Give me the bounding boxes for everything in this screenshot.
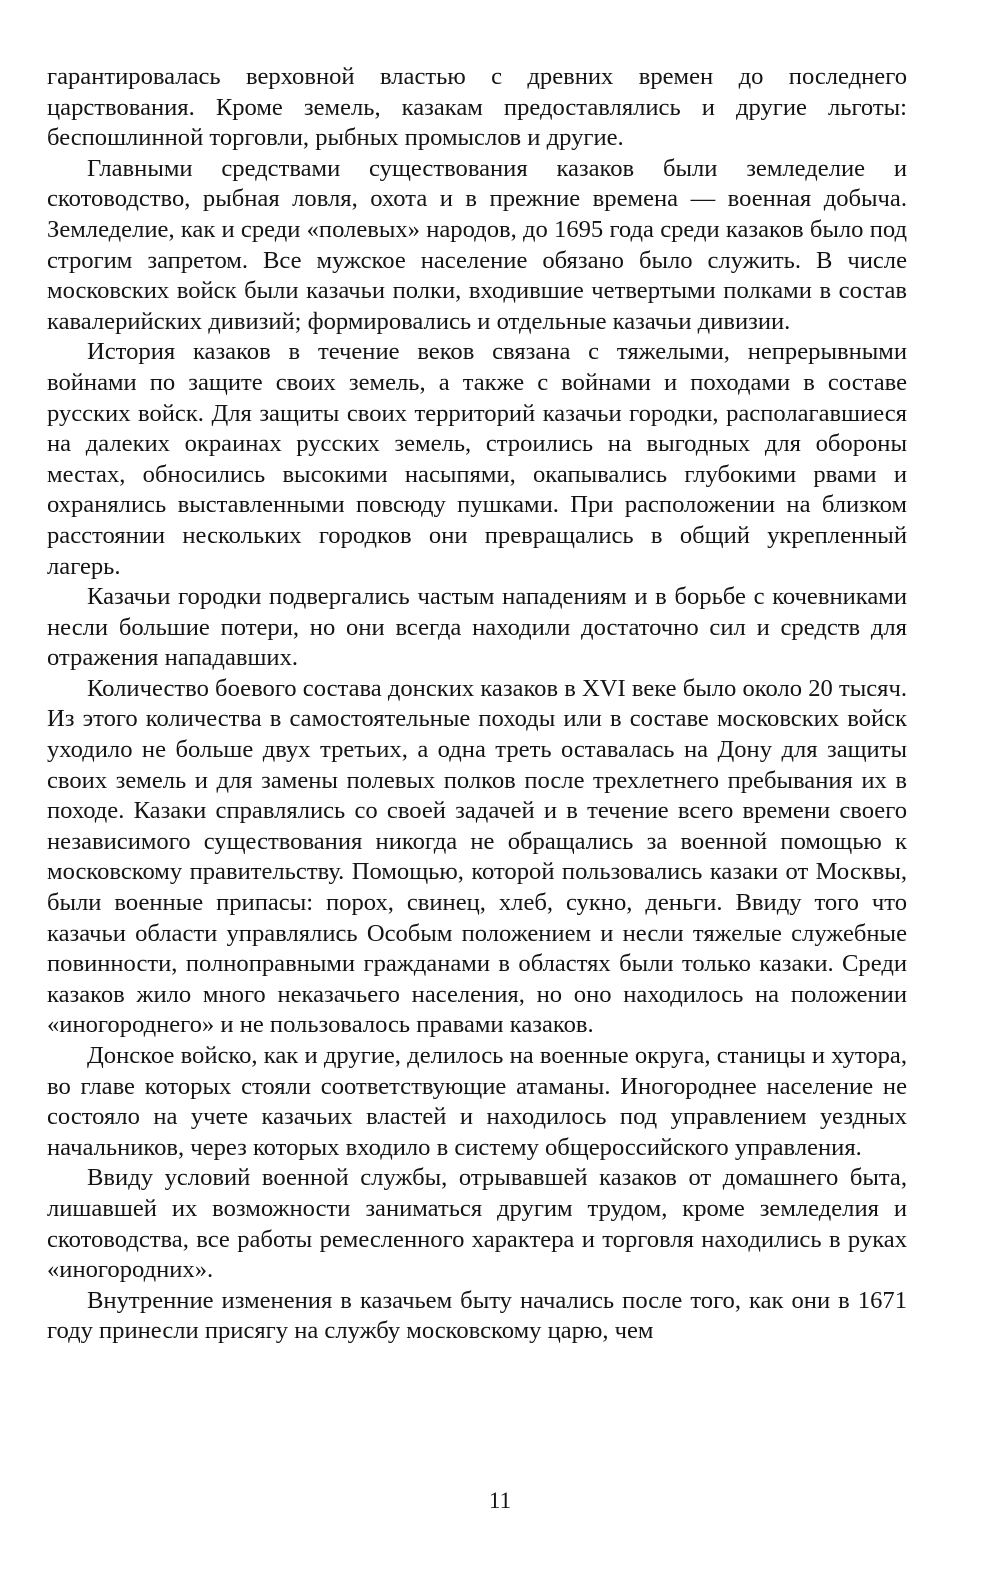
paragraph: Главными средствами существования казаков были земледелие и скотоводство, рыбная ловля, охота и в прежние времена — военная добыча. Земледелие, как и среди «полевых» народов, до 1695 года среди казаков было под строгим запретом. Все мужское население обязано было служить. В числе московских войск были казачьи полки, входившие четвертыми полками в состав кавалерийских дивизий; формировались и отдельные казачьи дивизии. bbox=[47, 154, 907, 335]
paragraph: Донское войско, как и другие, делилось на военные округа, станицы и хутора, во главе которых стояли соответствующие атаманы. Иногороднее население не состояло на учете казачьих властей и находилось под управлением уездных начальников, через которых входило в систему общероссийского управления. bbox=[47, 1042, 907, 1161]
paragraph: гарантировалась верховной властью с древних времен до последнего царствования. Кроме земель, казакам предоставлялись и другие льготы: беспошлинной торговли, рыбных промыслов и другие. bbox=[47, 63, 907, 152]
page-body bbox=[47, 62, 907, 1347]
page-number: 11 bbox=[488, 1488, 512, 1513]
paragraph: Ввиду условий военной службы, отрывавшей казаков от домашнего быта, лишавшей их возможности заниматься другим трудом, кроме земледелия и скотоводства, все работы ремесленного характера и торговля находились в руках «иногородних». bbox=[47, 1164, 907, 1284]
paragraph: История казаков в течение веков связана с тяжелыми, непрерывными войнами по защите своих земель, а также с войнами и походами в составе русских войск. Для защиты своих территорий казачьи городки, располагавшиеся на далеких окраинах русских земель, строились на выгодных для обороны местах, обносились высокими насыпями, окапывались глубокими рвами и охранялись выставленными повсюду пушками. При расположении на близком расстоянии нескольких городков они превращались в общий укрепленный лагерь. bbox=[47, 338, 907, 580]
paragraph: Внутренние изменения в казачьем быту начались после того, как они в 1671 году принесли присягу на службу московскому царю, чем bbox=[47, 1286, 907, 1345]
paragraph: Казачьи городки подвергались частым нападениям и в борьбе с кочевниками несли большие потери, но они всегда находили достаточно сил и средств для отражения нападавших. bbox=[47, 583, 907, 672]
paragraph: Количество боевого состава донских казаков в XVI веке было около 20 тысяч. Из этого количества в самостоятельные походы или в составе московских войск уходило не больше двух третьих, а одна треть оставалась на Дону для защиты своих земель и для замены полевых полков после трехлетнего пребывания их в походе. Казаки справлялись со своей задачей и в течение всего времени своего независимого существования никогда не обращались за военной помощью к московскому правительству. Помощью, которой пользовались казаки от Москвы, были военные припасы: порох, свинец, хлеб, сукно, деньги. Ввиду того что казачьи области управлялись Особым положением и несли тяжелые служебные повинности, полноправными гражданами в областях были только казаки. Среди казаков жило много неказачьего населения, но оно находилось на положении «иногороднего» и не пользовалось правами казаков. bbox=[47, 674, 907, 1039]
